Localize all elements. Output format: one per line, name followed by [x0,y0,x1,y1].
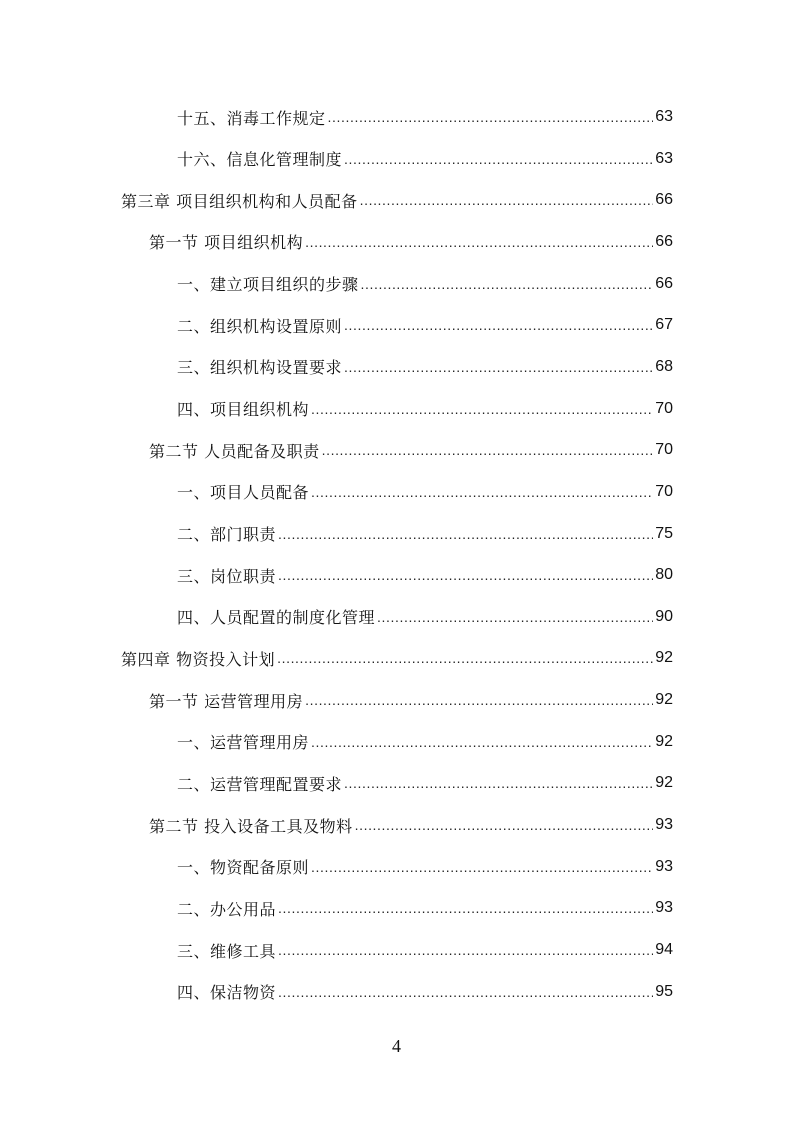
dot-leader [360,192,654,208]
dot-leader [278,900,653,916]
toc-entry-title: 一、项目人员配备 [177,483,310,503]
toc-entry-title: 第三章 项目组织机构和人员配备 [121,191,358,211]
toc-entry[interactable] [121,646,673,670]
toc-entry-page: 67 [655,316,673,334]
toc-entry-page: 66 [655,232,673,250]
toc-entry[interactable] [177,896,673,920]
dot-leader [305,692,653,708]
toc-entry[interactable] [149,230,673,254]
dot-leader [278,984,653,1000]
toc-entry-page: 80 [655,566,673,584]
dot-leader [278,942,653,958]
toc-entry-title: 十五、消毒工作规定 [177,108,326,128]
toc-entry-title: 一、物资配备原则 [177,858,310,878]
toc-entry-page: 95 [655,982,673,1000]
toc-entry[interactable] [177,355,673,379]
dot-leader [355,817,654,833]
toc-entry[interactable] [177,855,673,879]
toc-entry-title: 四、项目组织机构 [177,400,310,420]
toc-entry-page: 92 [655,649,673,667]
dot-leader [322,442,654,458]
toc-entry-page: 68 [655,357,673,375]
toc-entry[interactable] [177,147,673,171]
toc-entry[interactable] [177,730,673,754]
toc-entry[interactable] [177,563,673,587]
dot-leader [328,109,654,125]
toc-entry-page: 66 [655,274,673,292]
toc-entry-page: 92 [655,691,673,709]
toc-entry-page: 92 [655,732,673,750]
toc-entry-page: 66 [655,191,673,209]
dot-leader [311,484,653,500]
toc-entry-title: 四、保洁物资 [177,983,277,1003]
toc-entry-title: 一、建立项目组织的步骤 [177,275,359,295]
toc-entry-page: 90 [655,607,673,625]
toc-entry[interactable] [177,938,673,962]
toc-entry-title: 一、运营管理用房 [177,733,310,753]
dot-leader [305,234,653,250]
toc-entry-title: 第一节 项目组织机构 [149,233,304,253]
toc-entry-title: 二、部门职责 [177,525,277,544]
toc-entry[interactable] [149,688,673,712]
toc-entry-title: 第二节 人员配备及职责 [149,441,320,461]
toc-entry-title: 二、运营管理配置要求 [177,774,343,794]
toc-entry-title: 二、组织机构设置原则 [177,316,343,336]
toc-entry-title: 四、人员配置的制度化管理 [177,608,376,628]
toc-entry-title: 三、组织机构设置要求 [177,358,343,378]
toc-entry-page: 70 [655,482,673,500]
dot-leader [311,401,653,417]
toc-entry[interactable] [177,313,673,337]
toc-entry-title: 三、岗位职责 [177,566,277,586]
toc-entry-title: 第四章 物资投入计划 [121,649,276,669]
toc-entry-title: 第一节 运营管理用房 [149,691,304,711]
toc-entry-page: 75 [655,524,673,542]
dot-leader [311,734,653,750]
dot-leader [277,650,653,666]
toc-entry[interactable] [177,980,673,1004]
toc-entry-page: 70 [655,399,673,417]
dot-leader [344,317,653,333]
toc-entry[interactable] [121,188,673,212]
toc-entry[interactable] [177,272,673,296]
dot-leader [311,859,653,875]
toc-entry[interactable] [177,522,673,546]
toc-entry-page: 63 [655,108,673,125]
dot-leader [278,567,653,583]
dot-leader [344,359,653,375]
toc-entry-page: 94 [655,941,673,958]
toc-entry[interactable] [149,813,673,837]
dot-leader [377,609,653,625]
toc-entry-page: 70 [655,441,673,459]
dot-leader [344,151,653,167]
dot-leader [361,276,654,292]
toc-entry-page: 93 [655,899,673,917]
toc-entry[interactable] [177,771,673,795]
toc-entry-title: 第二节 投入设备工具及物料 [149,816,353,836]
toc-entry-page: 92 [655,774,673,792]
toc-entry-page: 93 [655,816,673,834]
dot-leader [344,775,653,791]
page-number: 4 [392,1036,401,1056]
toc-entry-title: 二、办公用品 [177,899,277,919]
toc-entry-title: 三、维修工具 [177,941,277,961]
toc-entry[interactable] [177,397,673,421]
toc-entry-title: 十六、信息化管理制度 [177,150,343,170]
toc-entry[interactable] [177,105,673,129]
toc-entry[interactable] [177,605,673,629]
toc-entry[interactable] [149,438,673,462]
toc-entry-page: 63 [655,149,673,167]
toc-entry[interactable] [177,480,673,504]
toc-entry-page: 93 [655,857,673,875]
dot-leader [278,526,653,542]
